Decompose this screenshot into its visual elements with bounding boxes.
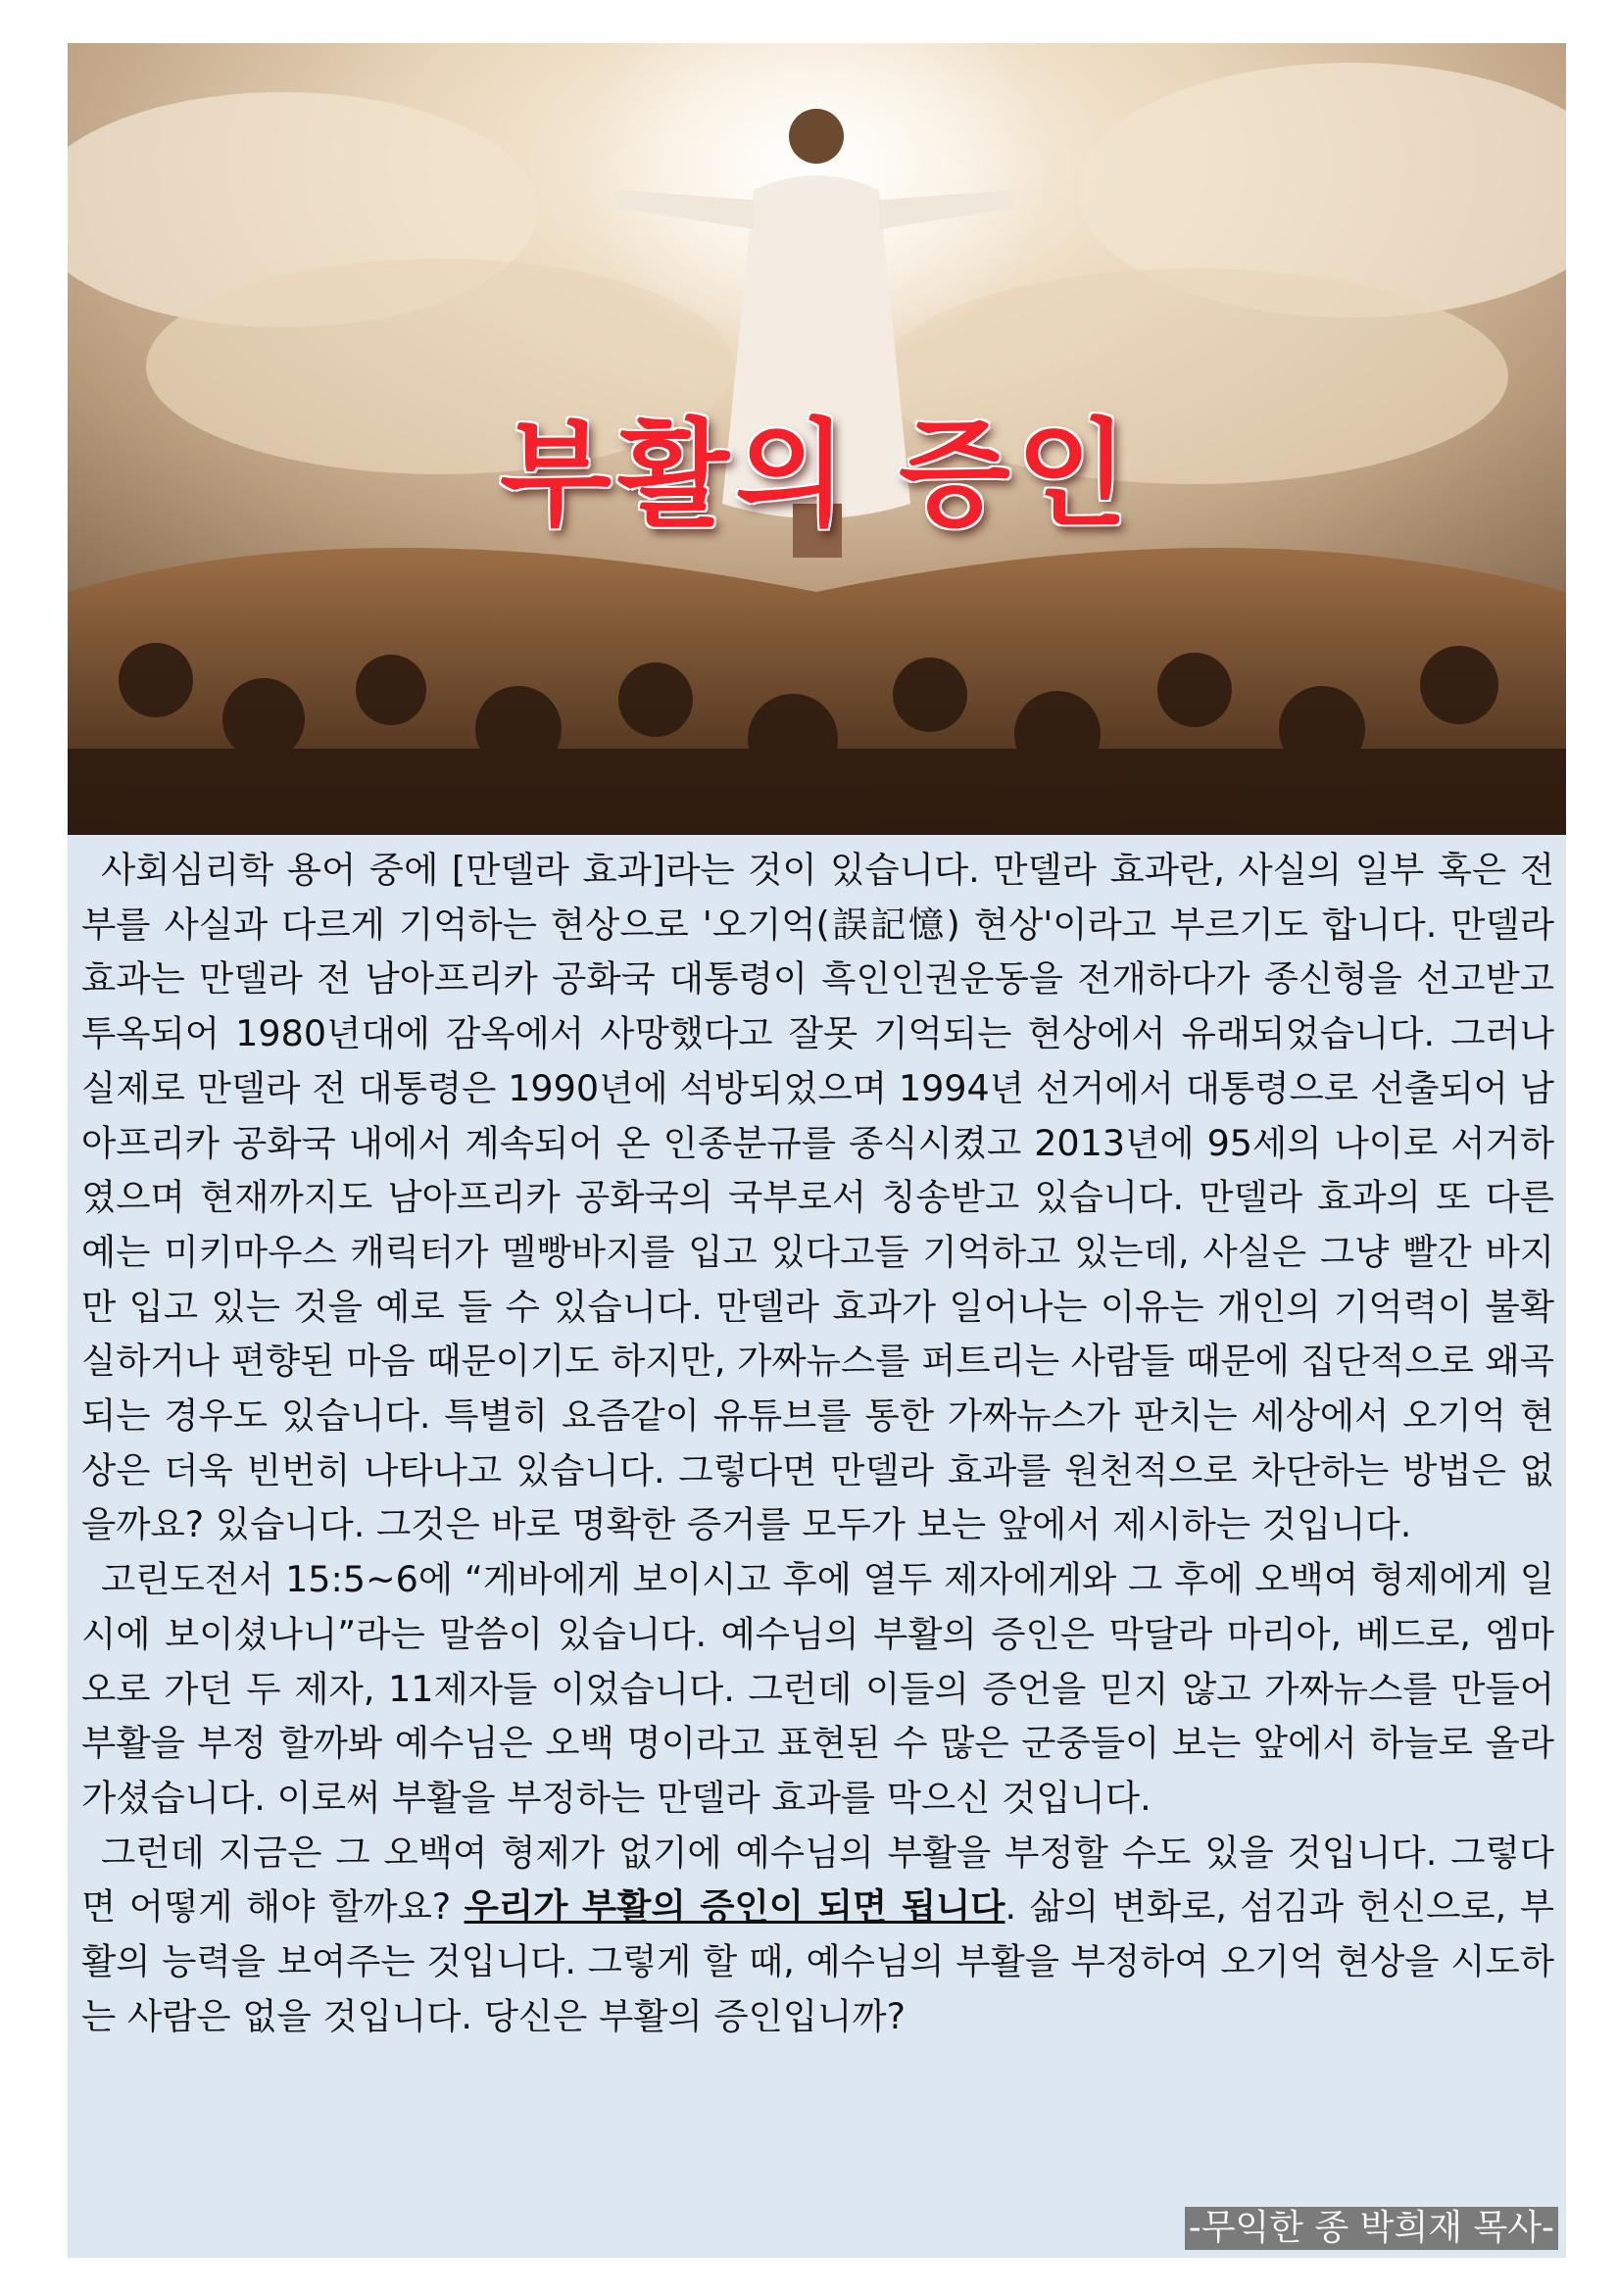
paragraph-3-end: . 삶의 변화로, 섬김과 헌신으로, 부활의 능력을 보여주는 것입니다. 그렇게 할 때, 예수님의 부활을 부정하여 오기억 현상을 시도하는 사람은 없을 것입니다. 당신은 부활의 증인입니까? xyxy=(81,1885,1554,2037)
paragraph-2: 고린도전서 15:5~6에 “게바에게 보이시고 후에 열두 제자에게와 그 후에 오백여 형제에게 일시에 보이셨나니”라는 말씀이 있습니다. 예수님의 부활의 증인은 막달라 마리아, 베드로, 엠마오로 가던 두 제자, 11제자들 이었습니다. 그런데 이들의 증언을 믿지 않고 가짜뉴스를 만들어 부활을 부정 할까봐 예수님은 오백 명이라고 표현된 수 많은 군중들이 보는 앞에서 하늘로 올라가셨습니다. 이로써 부활을 부정하는 만델라 효과를 막으신 것입니다. xyxy=(81,1558,1554,1819)
author-signature: -무익한 종 박희재 목사- xyxy=(1185,2207,1558,2250)
page-title: 부활의 증인 xyxy=(499,407,1135,542)
emphasis-text: 우리가 부활의 증인이 되면 됩니다 xyxy=(464,1885,1005,1929)
paragraph-3-start: 그런데 지금은 그 오백여 형제가 없기에 예수님의 부활을 부정할 수도 있을 것입니다. 그렇다면 어떻게 해야 할까요? xyxy=(81,1831,1554,1929)
article-body xyxy=(68,835,1566,2258)
paragraph-1: 사회심리학 용어 중에 [만델라 효과]라는 것이 있습니다. 만델라 효과란, 사실의 일부 혹은 전부를 사실과 다르게 기억하는 현상으로 '오기억(誤記憶) 현상'이라고 부르기도 합니다. 만델라 효과는 만델라 전 남아프리카 공화국 대통령이 흑인인권운동을 전개하다가 종신형을 선고받고 투옥되어 1980년대에 감옥에서 사망했다고 잘못 기억되는 현상에서 유래되었습니다. 그러나 실제로 만델라 전 대통령은 1990년에 석방되었으며 1994년 선거에서 대통령으로 선출되어 남아프리카 공화국 내에서 계속되어 온 인종분규를 종식시켰고 2013년에 95세의 나이로 서거하였으며 현재까지도 남아프리카 공화국의 국부로서 칭송받고 있습니다. 만델라 효과의 또 다른 예는 미키마우스 캐릭터가 멜빵바지를 입고 있다고들 기억하고 있는데, 사실은 그냥 빨간 바지만 입고 있는 것을 예로 들 수 있습니다. 만델라 효과가 일어나는 이유는 개인의 기억력이 불확실하거나 편향된 마음 때문이기도 하지만, 가짜뉴스를 퍼트리는 사람들 때문에 집단적으로 왜곡되는 경우도 있습니다. 특별히 요즘같이 유튜브를 통한 가짜뉴스가 판치는 세상에서 오기억 현상은 더욱 빈번히 나타나고 있습니다. 그렇다면 만델라 효과를 원천적으로 차단하는 방법은 없을까요? 있습니다. 그것은 바로 명확한 증거를 모두가 보는 앞에서 제시하는 것입니다. xyxy=(81,849,1554,1546)
paragraph-3 xyxy=(81,1826,1554,2044)
article-text xyxy=(81,843,1554,2043)
hero-image xyxy=(68,43,1566,835)
